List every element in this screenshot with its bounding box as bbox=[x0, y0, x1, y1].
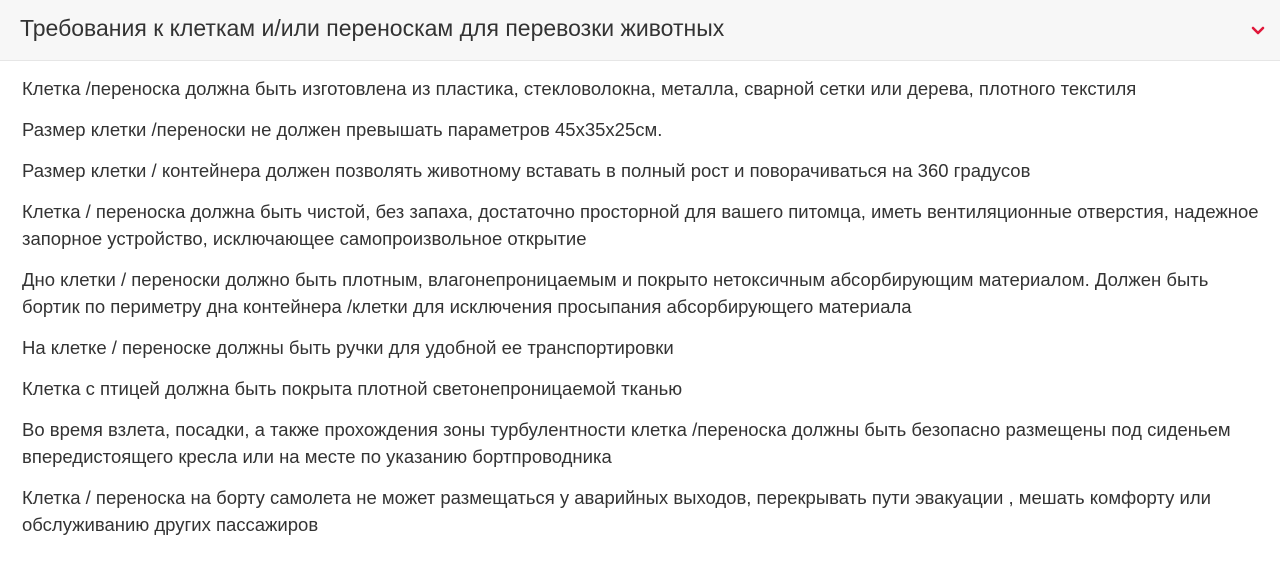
requirement-item: Размер клетки /переноски не должен превышать параметров 45х35х25см. bbox=[22, 119, 663, 140]
chevron-down-icon[interactable] bbox=[1249, 24, 1267, 38]
requirement-item: Клетка / переноска должна быть чистой, без запаха, достаточно просторной для вашего питомца, иметь вентиляционные отверстия, надежное запорное устройство, исключающее самопроизвольное открытие bbox=[22, 201, 1259, 249]
accordion-content bbox=[0, 61, 1280, 538]
requirement-item: Клетка с птицей должна быть покрыта плотной светонепроницаемой тканью bbox=[22, 378, 683, 399]
accordion-title[interactable]: Требования к клеткам и/или переноскам для перевозки животных bbox=[20, 15, 725, 41]
accordion-header[interactable] bbox=[0, 0, 1280, 61]
requirement-item: На клетке / переноске должны быть ручки для удобной ее транспортировки bbox=[22, 337, 674, 358]
requirement-item: Клетка / переноска на борту самолета не может размещаться у аварийных выходов, перекрывать пути эвакуации , мешать комфорту или обслуживанию других пассажиров bbox=[22, 487, 1211, 535]
requirement-item: Клетка /переноска должна быть изготовлена из пластика, стекловолокна, металла, сварной сетки или дерева, плотного текстиля bbox=[22, 78, 1137, 99]
requirement-item: Во время взлета, посадки, а также прохождения зоны турбулентности клетка /переноска должны быть безопасно размещены под сиденьем впередистоящего кресла или на месте по указанию бортпроводника bbox=[22, 419, 1231, 467]
requirement-item: Дно клетки / переноски должно быть плотным, влагонепроницаемым и покрыто нетоксичным абсорбирующим материалом. Должен быть бортик по периметру дна контейнера /клетки для исключения просыпания абсорбирующего материала bbox=[22, 269, 1209, 317]
requirement-item: Размер клетки / контейнера должен позволять животному вставать в полный рост и поворачиваться на 360 градусов bbox=[22, 160, 1031, 181]
